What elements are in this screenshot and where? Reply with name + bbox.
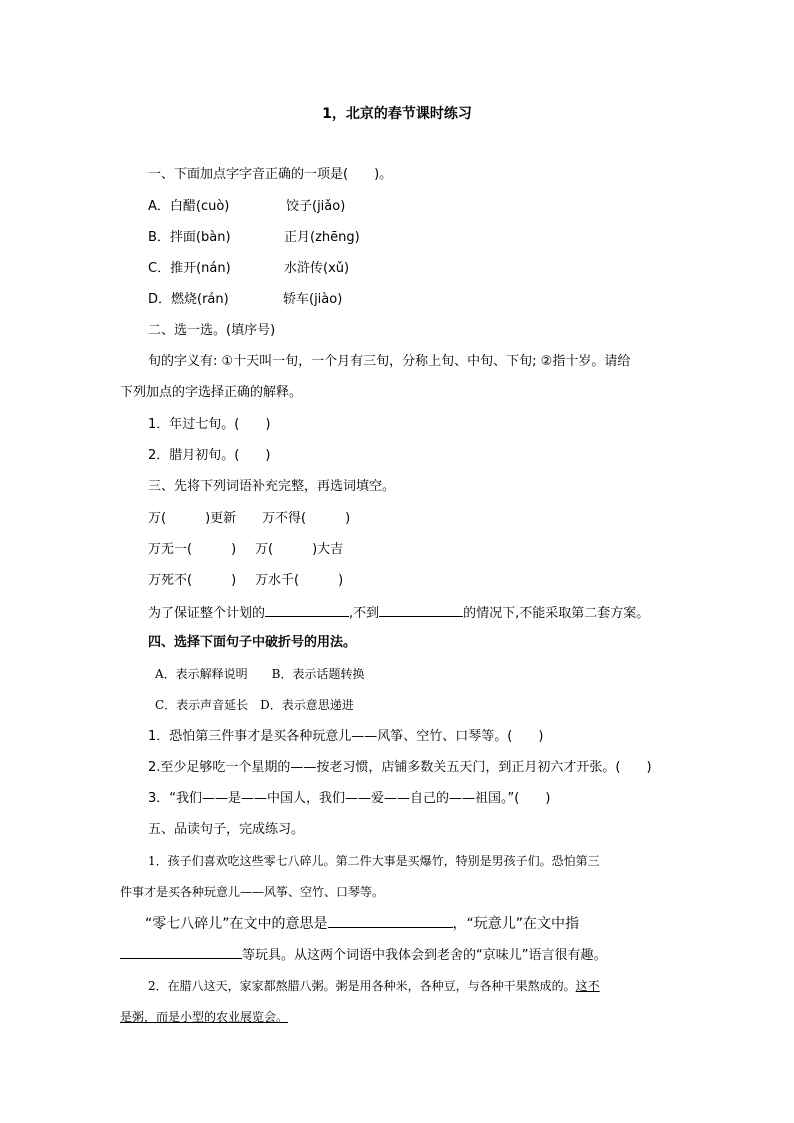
q1-option-a-word2: 饺子(jiǎo) [286, 199, 346, 214]
q1-option-c-word1: C．推开(nán) [148, 261, 231, 276]
q3-sentence-part1: 为了保证整个计划的 [148, 606, 266, 621]
q2-description-line2: 下列加点的字选择正确的解释。 [120, 385, 303, 400]
q4-item-1: 1．恐怕第三件事才是买各种玩意儿——风筝、空竹、口琴等。( ) [148, 729, 544, 744]
q4-options-row2: C．表示声音延长 D．表示意思递进 [155, 698, 354, 712]
q3-word-6: 万水千( ) [255, 573, 344, 588]
q5-blank-1[interactable] [328, 913, 453, 928]
q1-option-a-word1: A．白醋(cuò) [148, 199, 230, 214]
q1-option-b-word2: 正月(zhēng) [284, 230, 360, 245]
q1-option-c-word2: 水浒传(xǔ) [284, 261, 350, 276]
q3-word-1: 万( )更新 [148, 511, 237, 526]
q5-passage2-line1 [148, 976, 600, 996]
q5-fill1-part1: “零七八碎儿”在文中的意思是 [145, 916, 328, 932]
q3-blank-1[interactable] [265, 602, 349, 617]
q1-option-a [148, 197, 229, 217]
q4-heading: 四、选择下面句子中破折号的用法。 [148, 635, 357, 650]
q1-heading: 一、下面加点字字音正确的一项是( )。 [148, 167, 393, 182]
q5-fill2-part: 等玩具。从这两个词语中我体会到老舍的“京味儿”语言很有趣。 [242, 948, 607, 963]
q5-passage2-underlined-part1: 这不 [575, 979, 600, 993]
q4-item-3: 3．“我们——是——中国人，我们——爱——自己的——祖国。”( ) [148, 791, 551, 806]
page-title: 1，北京的春节课时练习 [322, 106, 472, 122]
q5-fill-line2 [120, 944, 606, 966]
q3-fill-sentence [148, 602, 649, 624]
q3-word-4: 万( )大吉 [255, 542, 344, 557]
q3-word-3: 万无一( ) [148, 542, 237, 557]
q5-blank-2[interactable] [120, 944, 242, 959]
q1-option-d-word1: D．燃烧(rán) [148, 292, 229, 307]
q2-item-1: 1．年过七旬。( ) [148, 417, 271, 432]
q5-passage2-part1: 2．在腊八这天，家家都熬腊八粥。粥是用各种米，各种豆，与各种干果熬成的。 [148, 979, 576, 993]
q1-option-d-word2: 轿车(jiào) [283, 292, 343, 307]
q4-options-row1: A．表示解释说明 B．表示话题转换 [155, 667, 365, 681]
q3-sentence-part3: 的情况下,不能采取第二套方案。 [463, 606, 650, 621]
q2-heading: 二、选一选。(填序号) [148, 323, 276, 338]
q2-item-2: 2．腊月初旬。( ) [148, 448, 271, 463]
q3-word-2: 万不得( ) [262, 511, 351, 526]
q5-heading: 五、品读句子，完成练习。 [148, 822, 305, 837]
q5-passage2-line2: 是粥，而是小型的农业展览会。 [120, 1010, 289, 1024]
q5-fill1-part2: ，“玩意儿”在文中指 [452, 916, 580, 932]
q3-sentence-part2: ,不到 [349, 606, 380, 621]
q3-heading: 三、先将下列词语补充完整，再选词填空。 [148, 479, 396, 494]
q3-word-5: 万死不( ) [148, 573, 237, 588]
q5-passage1-line1: 1．孩子们喜欢吃这些零七八碎儿。第二件大事是买爆竹，特别是男孩子们。恐怕第三 [148, 854, 600, 868]
q1-option-b-word1: B．拌面(bàn) [148, 230, 231, 245]
q3-blank-2[interactable] [379, 602, 463, 617]
q5-passage1-line2: 件事才是买各种玩意儿——风筝、空竹、口琴等。 [120, 885, 385, 899]
q4-item-2: 2.至少足够吃一个星期的——按老习惯，店铺多数关五天门，到正月初六才开张。( ) [148, 760, 652, 775]
q5-fill-line1 [145, 913, 579, 934]
q2-description-line1: 旬的字义有: ①十天叫一旬，一个月有三旬，分称上旬、中旬、下旬; ②指十岁。请给 [148, 354, 631, 369]
